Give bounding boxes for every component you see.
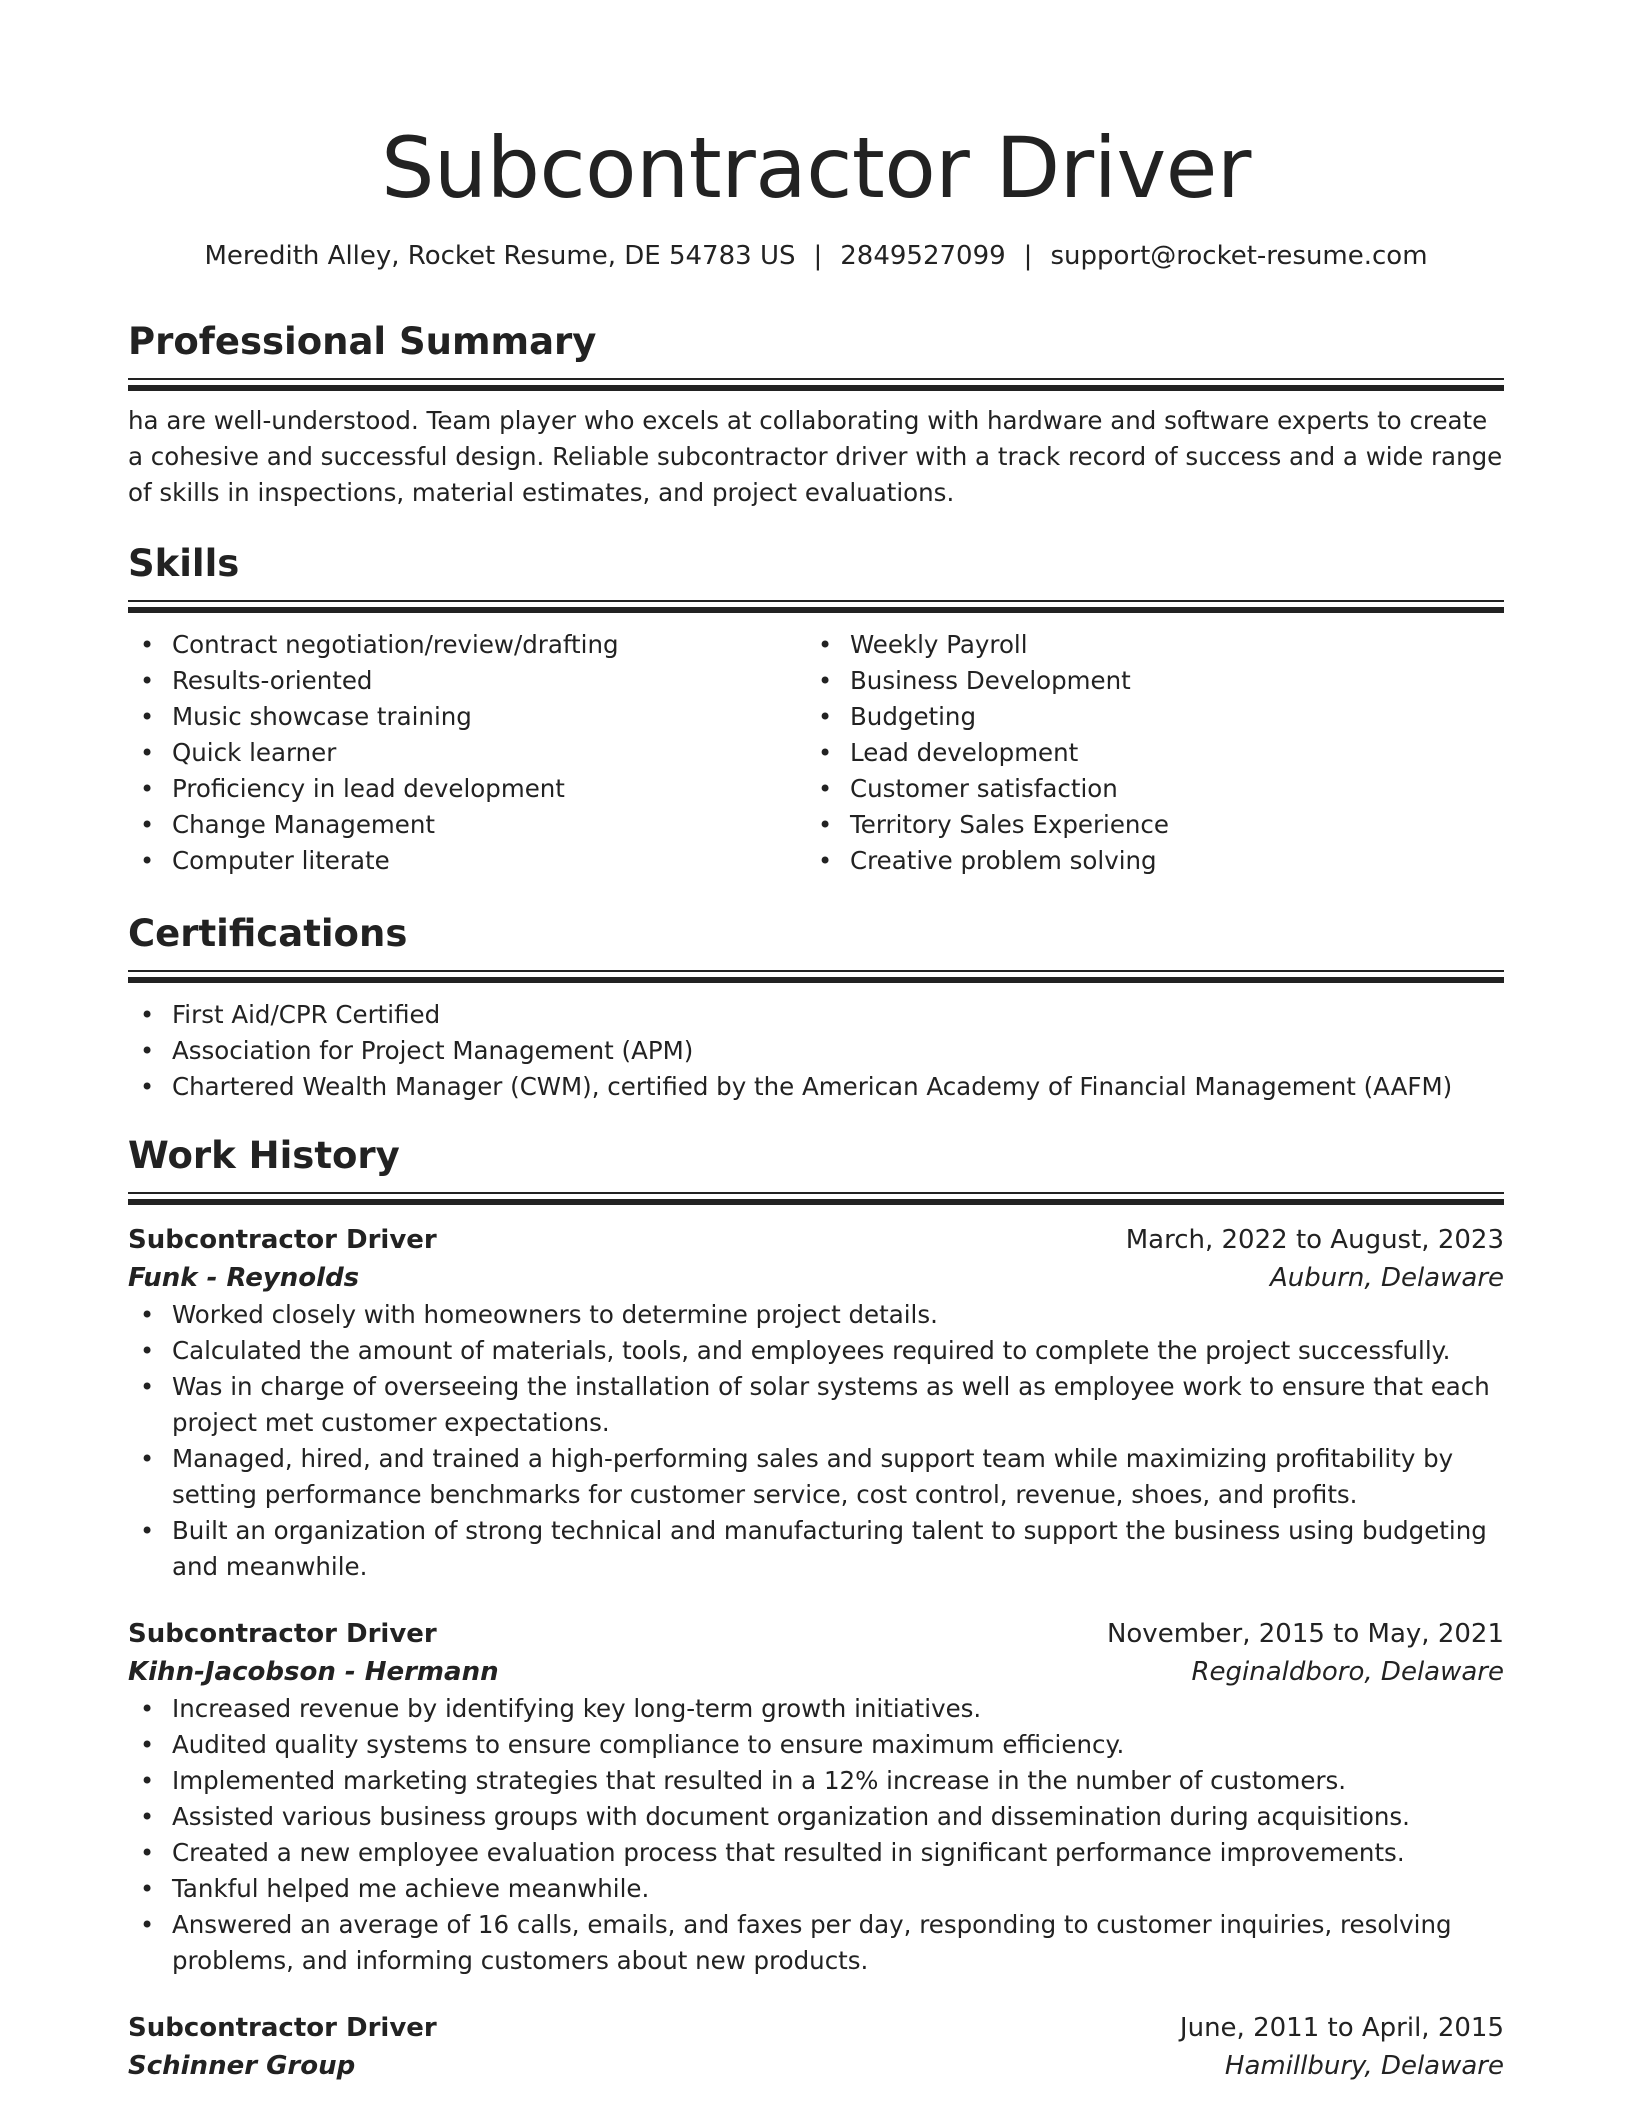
work-section — [128, 1132, 1504, 2085]
job-entry — [128, 1221, 1504, 1585]
job-bullet: • Assisted various business groups with document organization and dissemination during acquisitions. — [128, 1799, 1504, 1835]
job-location: Auburn, Delaware — [1270, 1263, 1504, 1293]
section-divider — [128, 1199, 1504, 1205]
job-dates: March, 2022 to August, 2023 — [1125, 1225, 1504, 1255]
job-entry — [128, 1615, 1504, 1979]
section-divider — [128, 378, 1504, 380]
job-bullet: • Created a new employee evaluation process that resulted in significant performance improvements. — [128, 1835, 1504, 1871]
job-bullet: • Tankful helped me achieve meanwhile. — [128, 1871, 1504, 1907]
skills-column-right — [806, 627, 1484, 879]
job-bullet: • Increased revenue by identifying key long-term growth initiatives. — [128, 1691, 1504, 1727]
section-title-certifications: Certifications — [128, 912, 408, 955]
resume-name: Subcontractor Driver — [381, 119, 1251, 217]
section-divider — [128, 385, 1504, 391]
job-company: Kihn-Jacobson - Hermann — [128, 1657, 499, 1687]
job-bullet: • Implemented marketing strategies that resulted in a 12% increase in the number of customers. — [128, 1763, 1504, 1799]
section-divider — [128, 977, 1504, 983]
section-divider — [128, 600, 1504, 602]
contact-email[interactable]: support@rocket-resume.com — [1050, 241, 1428, 271]
job-bullet: • Calculated the amount of materials, tools, and employees required to complete the project successfully. — [128, 1333, 1504, 1369]
skill-item: • Change Management — [128, 807, 806, 843]
skill-item: • Contract negotiation/review/drafting — [128, 627, 806, 663]
certification-item: • Association for Project Management (APM) — [128, 1033, 1504, 1069]
job-company: Funk - Reynolds — [128, 1263, 360, 1293]
skills-column-left — [128, 627, 806, 879]
skill-item: • Proficiency in lead development — [128, 771, 806, 807]
job-location: Hamillbury, Delaware — [1224, 2051, 1504, 2081]
job-dates: June, 2011 to April, 2015 — [1179, 2013, 1504, 2043]
contact-line — [128, 238, 1504, 274]
contact-separator: | — [813, 241, 823, 271]
skill-item: • Budgeting — [806, 699, 1484, 735]
skill-item: • Business Development — [806, 663, 1484, 699]
job-bullet: • Was in charge of overseeing the installation of solar systems as well as employee work to ensure that each project met customer expectations. — [128, 1369, 1504, 1441]
job-company: Schinner Group — [128, 2051, 356, 2081]
section-title-summary: Professional Summary — [128, 320, 597, 363]
job-bullet: • Built an organization of strong technical and manufacturing talent to support the business using budgeting and meanwhile. — [128, 1513, 1504, 1585]
job-bullet: • Answered an average of 16 calls, emails, and faxes per day, responding to customer inquiries, resolving problems, and informing customers about new products. — [128, 1907, 1504, 1979]
skill-item: • Customer satisfaction — [806, 771, 1484, 807]
skill-item: • Results-oriented — [128, 663, 806, 699]
job-entry — [128, 2009, 1504, 2085]
skill-item: • Computer literate — [128, 843, 806, 879]
section-title-skills: Skills — [128, 542, 240, 585]
job-bullet: • Worked closely with homeowners to determine project details. — [128, 1297, 1504, 1333]
contact-address: Meredith Alley, Rocket Resume, DE 54783 US — [204, 241, 796, 271]
skills-columns — [128, 627, 1504, 879]
certification-item: • First Aid/CPR Certified — [128, 997, 1504, 1033]
certifications-section — [128, 910, 1504, 1105]
skill-item: • Music showcase training — [128, 699, 806, 735]
skill-item: • Creative problem solving — [806, 843, 1484, 879]
skill-item: • Weekly Payroll — [806, 627, 1484, 663]
contact-separator: | — [1023, 241, 1033, 271]
contact-phone: 2849527099 — [840, 241, 1006, 271]
skill-item: • Quick learner — [128, 735, 806, 771]
summary-section — [128, 318, 1504, 511]
skill-item: • Territory Sales Experience — [806, 807, 1484, 843]
section-divider — [128, 970, 1504, 972]
job-location: Reginaldboro, Delaware — [1191, 1657, 1504, 1687]
section-title-work: Work History — [128, 1134, 400, 1177]
skills-section — [128, 540, 1504, 879]
job-bullet: • Audited quality systems to ensure compliance to ensure maximum efficiency. — [128, 1727, 1504, 1763]
certification-item: • Chartered Wealth Manager (CWM), certified by the American Academy of Financial Management (AAFM) — [128, 1069, 1504, 1105]
job-title: Subcontractor Driver — [128, 1225, 437, 1255]
job-title: Subcontractor Driver — [128, 1619, 437, 1649]
summary-text: ha are well-understood. Team player who excels at collaborating with hardware and software experts to create a cohesive and successful design. Reliable subcontractor driver with a track record of success and a wide range of skills in inspections, material estimates, and project evaluations. — [128, 406, 1503, 507]
section-divider — [128, 1192, 1504, 1194]
job-title: Subcontractor Driver — [128, 2013, 437, 2043]
job-bullet: • Managed, hired, and trained a high-performing sales and support team while maximizing profitability by setting performance benchmarks for customer service, cost control, revenue, shoes, and profits. — [128, 1441, 1504, 1513]
section-divider — [128, 607, 1504, 613]
skill-item: • Lead development — [806, 735, 1484, 771]
job-dates: November, 2015 to May, 2021 — [1106, 1619, 1504, 1649]
